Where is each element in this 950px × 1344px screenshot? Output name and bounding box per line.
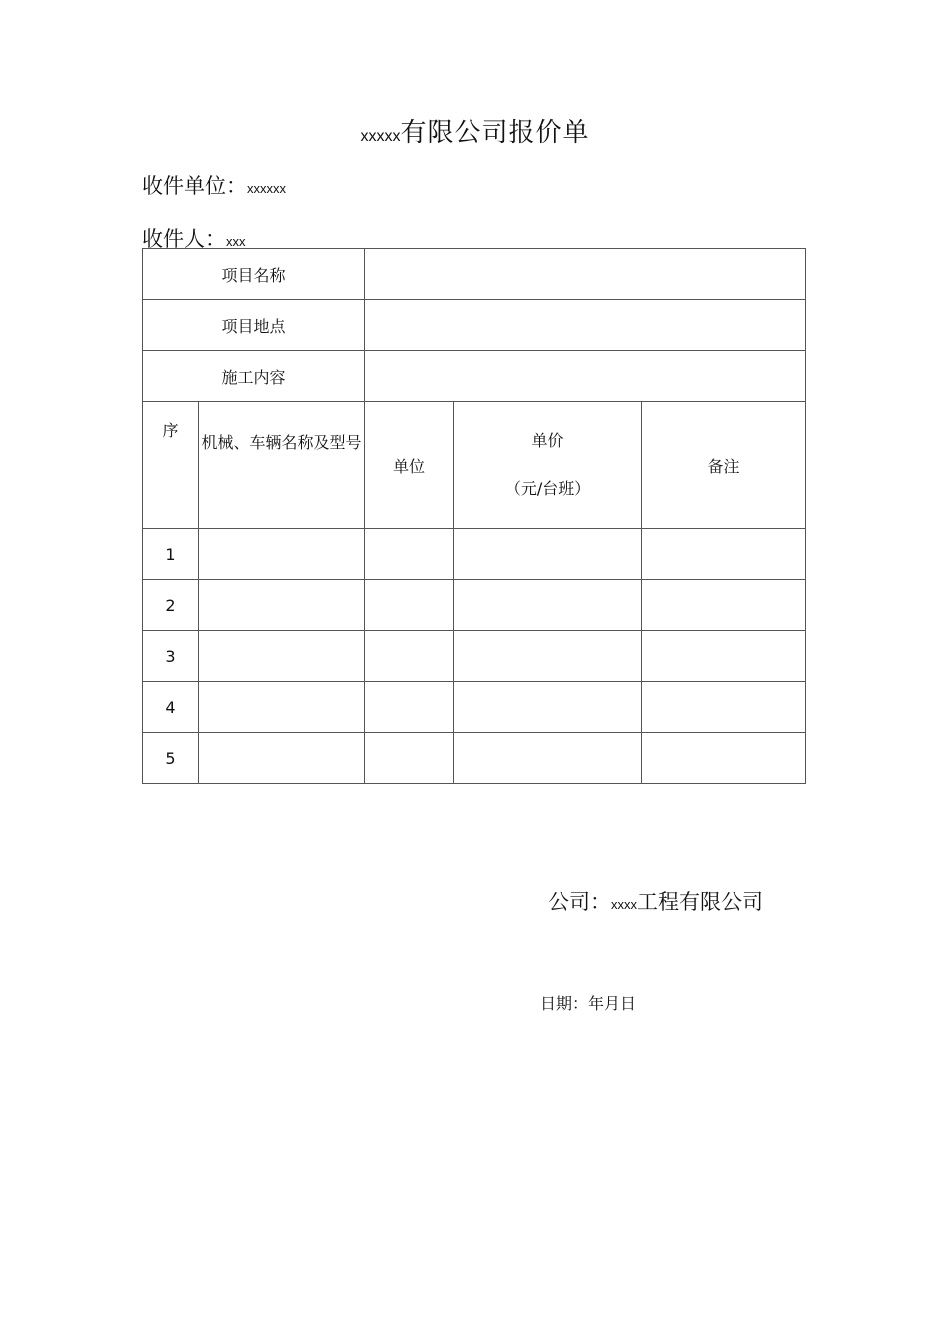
recipient-unit-value: xxxxxx bbox=[247, 181, 286, 196]
info-value[interactable] bbox=[365, 300, 806, 351]
recipient-person-value: xxx bbox=[226, 234, 246, 249]
row-remark-cell[interactable] bbox=[642, 529, 806, 580]
recipient-unit-label: 收件单位： bbox=[142, 174, 247, 198]
header-price-line1: 单价 bbox=[531, 431, 564, 450]
table-row bbox=[143, 529, 806, 580]
row-name-cell[interactable] bbox=[199, 733, 365, 784]
row-seq: 1 bbox=[143, 529, 199, 580]
header-remark: 备注 bbox=[642, 402, 806, 529]
date-line: 日期：年月日 bbox=[540, 994, 637, 1013]
row-seq: 5 bbox=[143, 733, 199, 784]
row-price-cell[interactable] bbox=[454, 682, 642, 733]
row-price-cell[interactable] bbox=[454, 733, 642, 784]
row-unit-cell[interactable] bbox=[365, 733, 454, 784]
info-row bbox=[143, 351, 806, 402]
info-row bbox=[143, 249, 806, 300]
row-name-cell[interactable] bbox=[199, 529, 365, 580]
header-name: 机械、车辆名称及型号 bbox=[199, 402, 365, 529]
row-price-cell[interactable] bbox=[454, 631, 642, 682]
row-seq: 3 bbox=[143, 631, 199, 682]
info-label: 项目地点 bbox=[143, 300, 365, 351]
row-remark-cell[interactable] bbox=[642, 682, 806, 733]
row-remark-cell[interactable] bbox=[642, 733, 806, 784]
info-label: 施工内容 bbox=[143, 351, 365, 402]
info-label: 项目名称 bbox=[143, 249, 365, 300]
header-seq: 序 bbox=[143, 402, 199, 529]
row-remark-cell[interactable] bbox=[642, 631, 806, 682]
row-unit-cell[interactable] bbox=[365, 580, 454, 631]
row-unit-cell[interactable] bbox=[365, 529, 454, 580]
table-row bbox=[143, 631, 806, 682]
row-unit-cell[interactable] bbox=[365, 682, 454, 733]
row-name-cell[interactable] bbox=[199, 580, 365, 631]
header-row bbox=[143, 402, 806, 529]
recipient-unit bbox=[142, 170, 286, 200]
row-unit-cell[interactable] bbox=[365, 631, 454, 682]
company-name: 工程有限公司 bbox=[637, 890, 763, 914]
page-title bbox=[0, 112, 950, 149]
row-price-cell[interactable] bbox=[454, 580, 642, 631]
info-row bbox=[143, 300, 806, 351]
row-remark-cell[interactable] bbox=[642, 580, 806, 631]
table-row bbox=[143, 733, 806, 784]
row-name-cell[interactable] bbox=[199, 631, 365, 682]
company-label: 公司： bbox=[548, 890, 611, 914]
title-text: 有限公司报价单 bbox=[400, 118, 590, 148]
header-price bbox=[454, 402, 642, 529]
recipient-person-label: 收件人： bbox=[142, 227, 226, 251]
header-price-line2: （元/台班） bbox=[504, 479, 591, 498]
table-row bbox=[143, 682, 806, 733]
company-prefix: xxxx bbox=[611, 897, 637, 912]
info-value[interactable] bbox=[365, 351, 806, 402]
row-seq: 2 bbox=[143, 580, 199, 631]
header-unit: 单位 bbox=[365, 402, 454, 529]
company-line bbox=[548, 886, 763, 916]
table-row bbox=[143, 580, 806, 631]
row-price-cell[interactable] bbox=[454, 529, 642, 580]
row-seq: 4 bbox=[143, 682, 199, 733]
quote-table bbox=[142, 248, 806, 784]
info-value[interactable] bbox=[365, 249, 806, 300]
row-name-cell[interactable] bbox=[199, 682, 365, 733]
title-prefix: xxxxx bbox=[360, 128, 401, 145]
